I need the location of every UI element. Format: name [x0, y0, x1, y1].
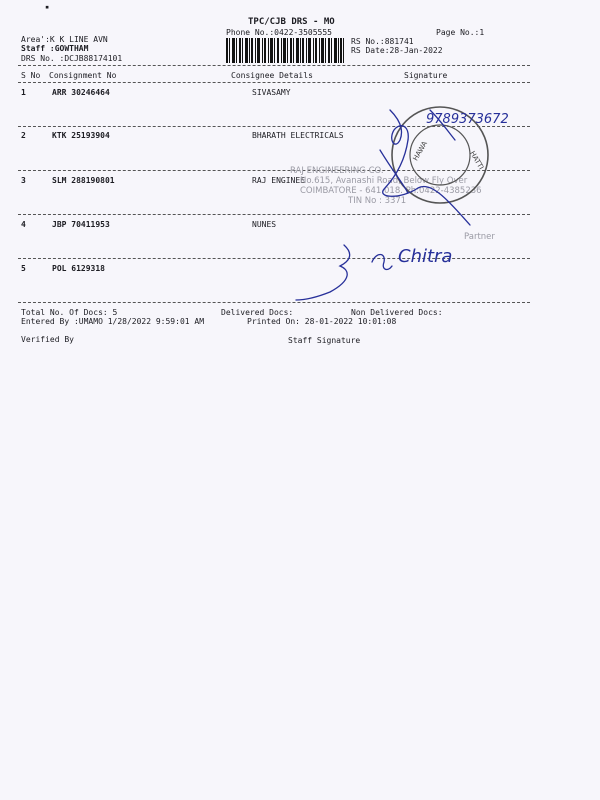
verified-by: Verified By [21, 335, 74, 344]
area-label: Area':K K LINE AVN [21, 35, 108, 44]
svg-text:HAWA: HAWA [411, 140, 430, 163]
row-consignment: JBP 70411953 [52, 220, 110, 229]
col-signature: Signature [404, 71, 448, 80]
company-stamp-text: RAJ ENGINEERING CO. [290, 166, 384, 176]
col-consignee: Consignee Details [231, 71, 313, 80]
col-sno: S No [21, 71, 41, 80]
company-stamp-tin: TIN No : 3371 [348, 196, 407, 206]
row-consignee: RAJ ENGINEE [252, 176, 305, 185]
row-consignment: ARR 30246464 [52, 88, 110, 97]
row-consignee: NUNES [252, 220, 277, 229]
delivered-docs: Delivered Docs: [221, 308, 294, 317]
row-sno: 4 [21, 220, 26, 229]
svg-text:HATTI: HATTI [468, 149, 486, 172]
row-sno: 5 [21, 264, 26, 273]
row-consignment: KTK 25193904 [52, 131, 110, 140]
rs-number: RS No.:881741 [351, 37, 414, 46]
handwritten-phone: 9789373672 [426, 112, 509, 127]
non-delivered-docs: Non Delivered Docs: [351, 308, 443, 317]
row-consignee: SIVASAMY [252, 88, 291, 97]
company-stamp-partner: Partner [464, 232, 495, 242]
col-consignment: Consignment No [49, 71, 117, 80]
page-number: Page No.:1 [436, 28, 485, 37]
scan-mark: ▪ [45, 3, 50, 11]
row-consignment: POL 6129318 [52, 264, 105, 273]
phone-number: Phone No.:0422-3505555 [226, 28, 332, 37]
row-consignment: SLM 288190801 [52, 176, 115, 185]
handwritten-name: Chitra [398, 246, 453, 267]
rs-date: RS Date:28-Jan-2022 [351, 46, 443, 55]
row-sno: 2 [21, 131, 26, 140]
drs-number: DRS No. :DCJB88174101 [21, 54, 123, 63]
total-docs: Total No. Of Docs: 5 [21, 308, 118, 317]
company-stamp-address: No.615, Avanashi Road, Below Fly Over [300, 176, 468, 186]
company-stamp-city: COIMBATORE - 641 018. Ph:0422-4385236 [300, 186, 482, 196]
row-sno: 1 [21, 88, 26, 97]
printed-on: Printed On: 28-01-2022 10:01:08 [247, 317, 397, 326]
staff-label: Staff :GOWTHAM [21, 44, 89, 53]
row-sno: 3 [21, 176, 26, 185]
staff-signature: Staff Signature [288, 336, 361, 345]
entered-by: Entered By :UMAMO 1/28/2022 9:59:01 AM [21, 317, 205, 326]
report-title: TPC/CJB DRS - MO [248, 17, 335, 27]
row-consignee: BHARATH ELECTRICALS [252, 131, 344, 140]
